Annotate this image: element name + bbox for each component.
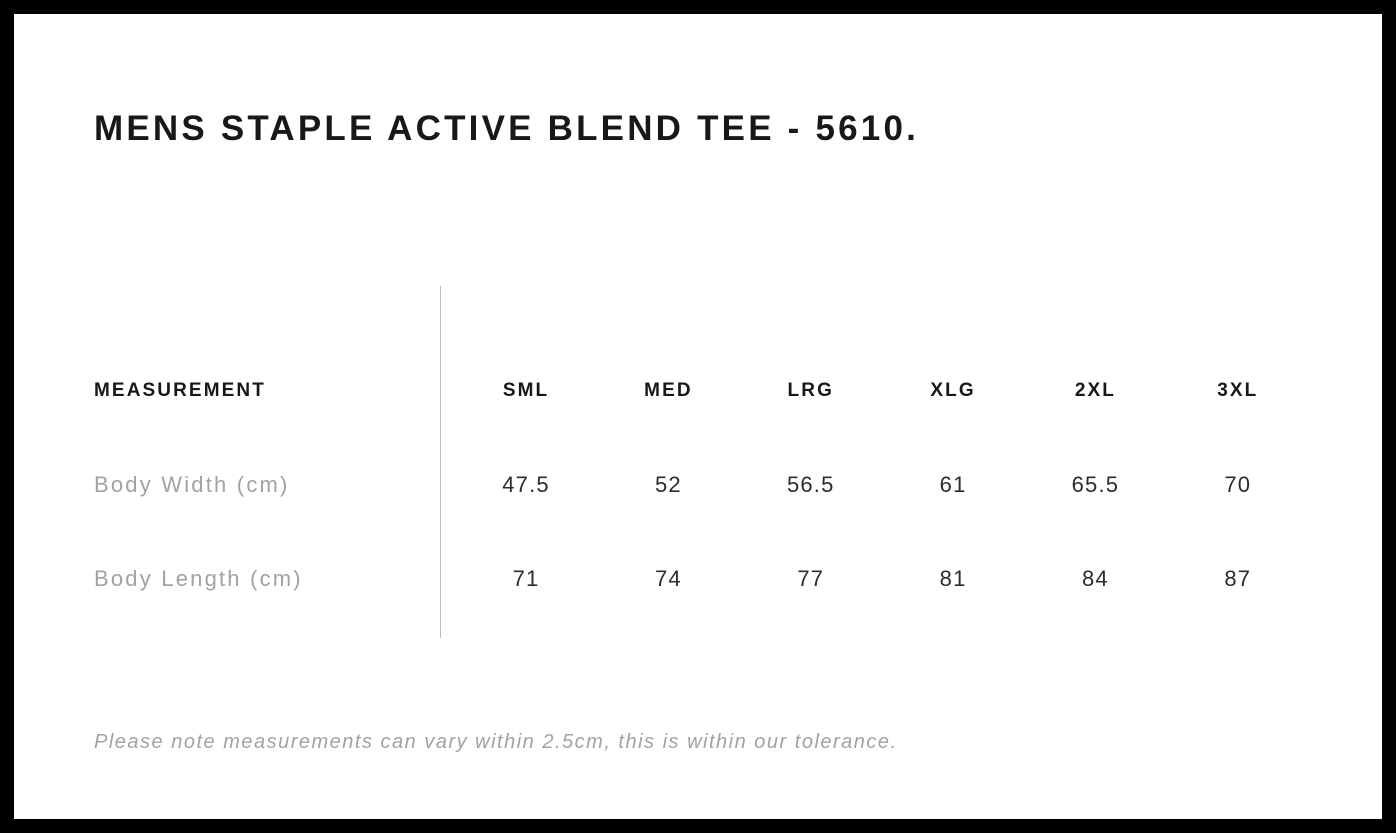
column-header-sml: SML [502, 380, 550, 401]
cell-body-length-3xl: 87 [1224, 566, 1252, 591]
size-chart-table [94, 344, 1309, 626]
row-label-body-width: Body Width (cm) [94, 472, 290, 497]
column-header-med: MED [644, 380, 693, 401]
column-header-xlg: XLG [930, 380, 976, 401]
cell-body-length-xlg: 81 [939, 566, 967, 591]
column-header-3xl: 3XL [1217, 380, 1259, 401]
cell-body-length-sml: 71 [512, 566, 540, 591]
cell-body-width-med: 52 [654, 472, 682, 497]
cell-body-length-2xl: 84 [1082, 566, 1109, 591]
table-header-row [94, 344, 1309, 438]
tolerance-note: Please note measurements can vary within 2.5cm, this is within our tolerance. [94, 731, 898, 753]
row-label-body-length: Body Length (cm) [94, 566, 303, 591]
table-row [94, 438, 1309, 532]
cell-body-width-lrg: 56.5 [786, 472, 835, 497]
table-row [94, 532, 1309, 626]
cell-body-width-xlg: 61 [939, 472, 967, 497]
page-title: MENS STAPLE ACTIVE BLEND TEE - 5610. [94, 109, 920, 148]
cell-body-width-2xl: 65.5 [1071, 472, 1120, 497]
cell-body-width-3xl: 70 [1224, 472, 1252, 497]
column-header-measurement: MEASUREMENT [94, 380, 266, 401]
cell-body-length-med: 74 [654, 566, 682, 591]
cell-body-length-lrg: 77 [797, 566, 825, 591]
column-header-2xl: 2XL [1074, 380, 1117, 401]
size-chart-page [14, 14, 1382, 819]
cell-body-width-sml: 47.5 [502, 472, 550, 497]
column-header-lrg: LRG [787, 380, 834, 401]
